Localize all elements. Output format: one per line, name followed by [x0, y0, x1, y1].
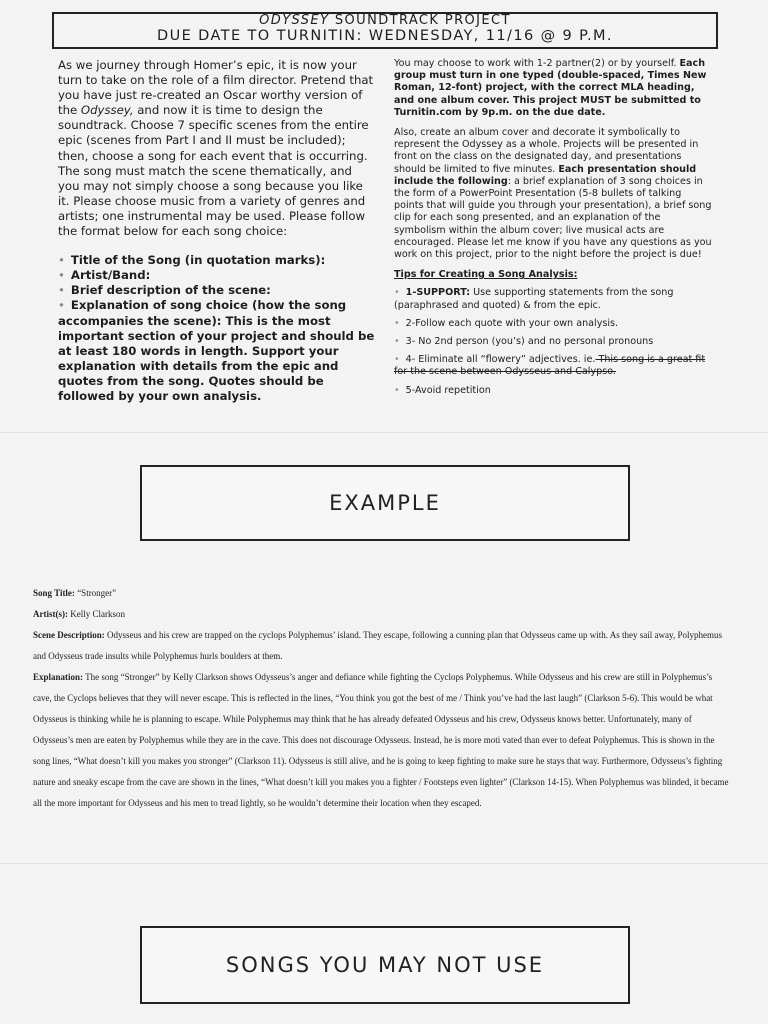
list-item: • 5-Avoid repetition — [394, 384, 491, 396]
list-item: • Title of the Song (in quotation marks): — [58, 253, 326, 268]
assignment-page — [0, 0, 768, 432]
project-title: ODYSSEY SOUNDTRACK PROJECT — [259, 13, 511, 28]
intro-paragraph: As we journey through Homer’s epic, it is now your turn to take on the role of a film director. Pretend that you have just re-created an Oscar worthy version of the Odyssey, and now it is time to design the soundtrack. Choose 7 specific scenes from the entire epic (scenes from Part I and II must be included); then, choose a song for each event that is occurring. The song must match the scene thematically, and you may not simply choose a song because you like it. Please choose music from a variety of genres and artists; one instrumental may be used. Please follow the format below for each song choice: — [58, 58, 374, 239]
list-item: • Artist/Band: — [58, 268, 151, 283]
explanation: Explanation: The song “Stronger” by Kelly Clarkson shows Odysseus’s anger and defiance while fighting the Cyclops Polyphemus. While Odysseus and his crew are still in Polyphemus’s cave, the Cyclops believes that they will never escape. This is reflected in the lines, “You think you got the best of me / Think you’ve had the last laugh” (Clarkson 5-6). This would be what Odysseus is thinking while he is planning to escape. While Polyphemus may think that he has already defeated Odysseus and his crew, Odysseus knows better. Unfortunately, many of Odysseus’s men are eaten by Polyphemus while they are in the cave. This does not discourage Odysseus. Instead, he is more moti vated than ever to defeat Polyphemus. This is shown in the song lines, “What doesn’t kill you makes you stronger” (Clarkson 11). Odysseus is still alive, and he is going to keep fighting to make sure he stays that way. Furthermore, Odysseus’s fighting nature and sneaky escape from the cave are shown in the lines, “What doesn’t kill you makes you a fighter / Footsteps even lighter” (Clarkson 14-15). When Polyphemus was blinded, it became all the more important for Odysseus and his men to tread lightly, so he wouldn’t determine their location when they escaped. — [33, 672, 729, 808]
example-analysis — [33, 583, 733, 814]
tips-list — [394, 287, 712, 396]
list-item: • 3- No 2nd person (you’s) and no personal pronouns — [394, 336, 654, 348]
instructions-column — [394, 58, 712, 403]
songs-heading: SONGS YOU MAY NOT USE — [140, 926, 630, 1004]
list-item: • Brief description of the scene: — [58, 283, 271, 298]
list-item: • Explanation of song choice (how the song accompanies the scene): This is the most important section of your project and should be at least 180 words in length. Support your explanation with details from the epic and quotes from the song. Quotes should be followed by your own analysis. — [58, 298, 375, 403]
group-paragraph: You may choose to work with 1-2 partner(2) or by yourself. Each group must turn in one typed (double-spaced, Times New Roman, 12-font) project, with the correct MLA heading, and one album cover. This project MUST be submitted to Turnitin.com by 9p.m. on the due date. — [394, 58, 707, 118]
list-item: • 1-SUPPORT: Use supporting statements from the song (paraphrased and quoted) & from the epic. — [394, 287, 674, 311]
restricted-songs-page — [0, 864, 768, 1024]
example-page — [0, 433, 768, 863]
scene-description: Scene Description: Odysseus and his crew are trapped on the cyclops Polyphemus’ island. They escape, following a cunning plan that Odysseus came up with. As they sail away, Polyphemus and Odysseus trade insults while Polyphemus hurls boulders at them. — [33, 630, 722, 661]
artist-line: Artist(s): Kelly Clarkson — [33, 609, 125, 619]
album-paragraph: Also, create an album cover and decorate it symbolically to represent the Odyssey as a whole. Projects will be presented in front on the class on the designated day, and presentations should be limited to five minutes. Each presentation should include the following: a brief explanation of 3 song choices in the form of a PowerPoint Presentation (5-8 bullets of talking points that will guide you through your presentation), a brief song clip for each song presented, and an explanation of the symbolism within the album cover; live musical acts are encouraged. Please let me know if you have any questions as you work on this project, prior to the night before the project is due! — [394, 127, 712, 261]
format-list — [58, 253, 376, 404]
list-item: • 2-Follow each quote with your own analysis. — [394, 317, 619, 329]
example-heading: EXAMPLE — [140, 465, 630, 541]
song-title-line: Song Title: “Stronger” — [33, 588, 117, 598]
tips-heading: Tips for Creating a Song Analysis: — [394, 269, 578, 281]
list-item: • 4- Eliminate all “flowery” adjectives. ie. This song is a great fit for the scene between Odysseus and Calypso. — [394, 354, 706, 378]
title-box — [52, 12, 718, 49]
due-date: DUE DATE TO TURNITIN: WEDNESDAY, 11/16 @ 9 P.M. — [157, 28, 613, 44]
intro-column — [58, 58, 376, 404]
